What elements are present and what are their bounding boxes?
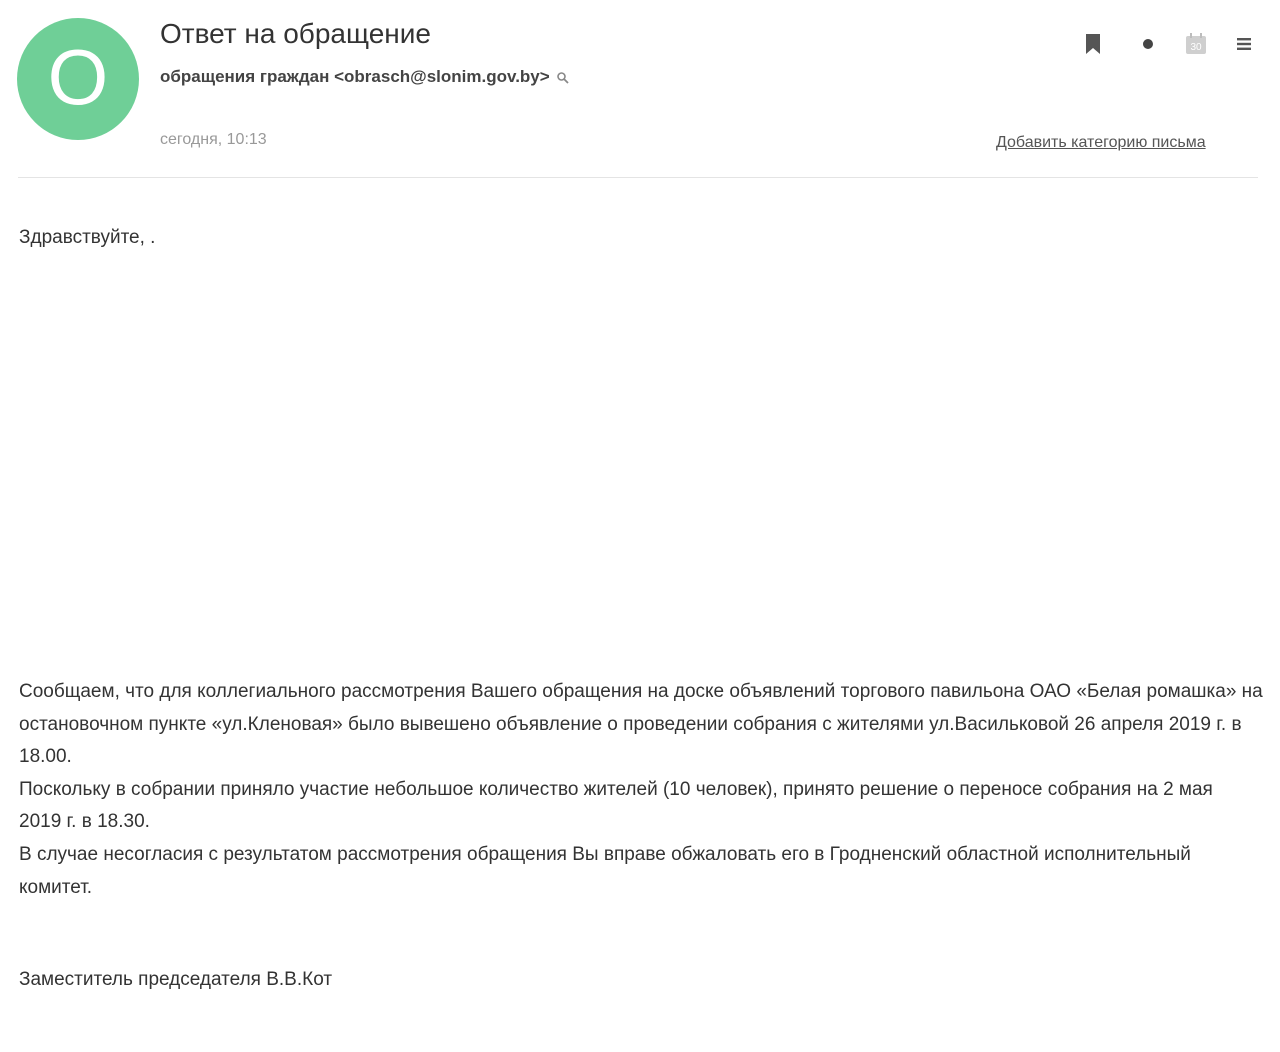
signature: Заместитель председателя В.В.Кот	[19, 969, 333, 990]
search-icon[interactable]	[556, 70, 570, 84]
email-subject: Ответ на обращение	[160, 18, 431, 49]
calendar-icon[interactable]	[1182, 30, 1210, 58]
message-paragraph: 2019 г. в 18.30.	[19, 811, 150, 833]
add-category-link[interactable]: Добавить категорию письма	[996, 134, 1206, 151]
message-body	[19, 676, 1264, 904]
sender-address[interactable]: обращения граждан <obrasch@slonim.gov.by>	[160, 67, 550, 86]
message-paragraph: Сообщаем, что для коллегиального рассмотрения Вашего обращения на доске объявлений торгового павильона ОАО «Белая ромашка» на остановочном пункте «ул.Кленовая» было вывешено объявление о проведении собрания с жителями ул.Васильковой 26 апреля 2019 г. в 18.00.	[19, 681, 1263, 768]
email-date: сегодня, 10:13	[160, 131, 267, 148]
greeting: Здравствуйте, .	[19, 227, 156, 248]
message-paragraph: В случае несогласия с результатом рассмотрения обращения Вы вправе обжаловать его в Гродненский областной исполнительный комитет.	[19, 843, 1191, 898]
bookmark-icon[interactable]	[1079, 30, 1107, 58]
header-divider	[18, 177, 1258, 178]
calendar-day: 30	[1190, 42, 1202, 53]
message-paragraph: Поскольку в собрании приняло участие небольшое количество жителей (10 человек), принято решение о переносе собрания на 2 мая	[19, 778, 1213, 800]
sender[interactable]	[160, 67, 570, 87]
menu-icon[interactable]	[1230, 30, 1258, 58]
dot-icon[interactable]	[1134, 30, 1162, 58]
avatar	[17, 18, 139, 140]
avatar-letter: O	[47, 33, 109, 121]
